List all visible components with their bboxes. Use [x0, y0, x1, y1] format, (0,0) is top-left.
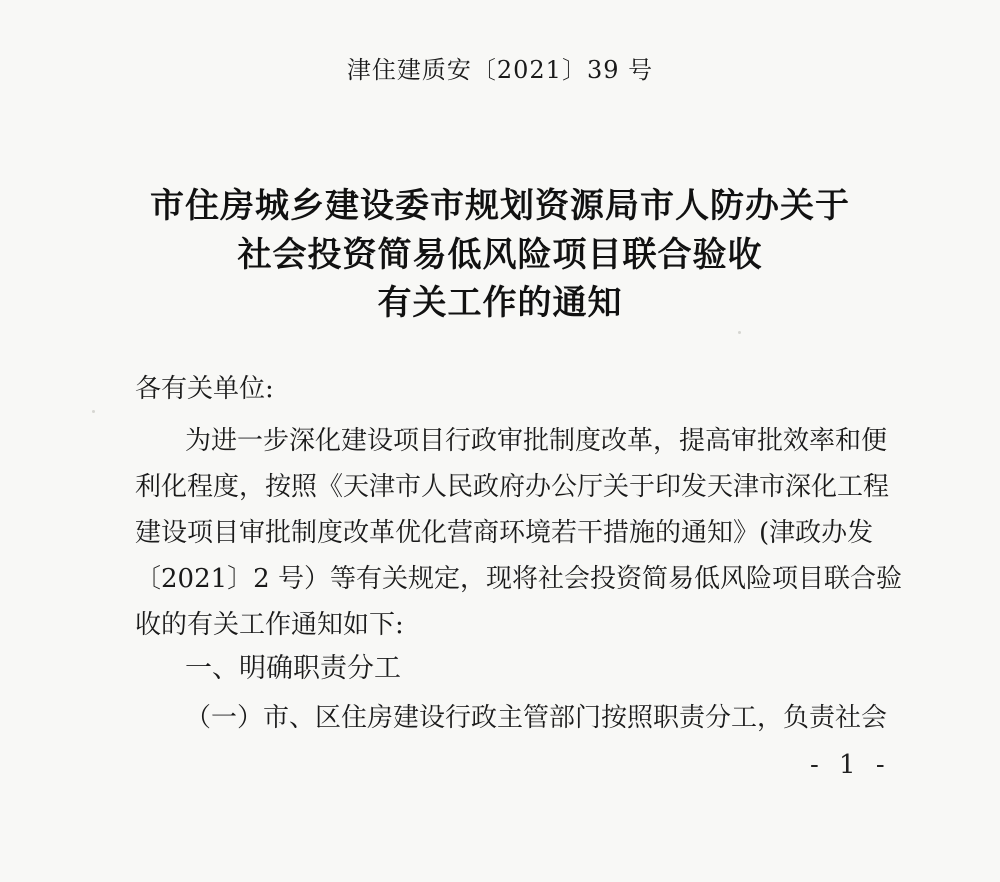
body-line-1: 为进一步深化建设项目行政审批制度改革，提高审批效率和便 — [185, 426, 888, 456]
scan-speck — [92, 410, 95, 413]
page-number: - 1 - — [810, 750, 891, 780]
body-line-3: 建设项目审批制度改革优化营商环境若干措施的通知》(津政办发 — [135, 518, 874, 548]
title-line-2: 社会投资简易低风险项目联合验收 — [237, 235, 763, 275]
body-line-4: 〔2021〕2 号）等有关规定，现将社会投资简易低风险项目联合验 — [135, 564, 902, 594]
scan-speck — [738, 331, 741, 334]
title-line-3: 有关工作的通知 — [377, 283, 623, 323]
body-line-5: 收的有关工作通知如下: — [135, 610, 404, 640]
document-number: 津住建质安〔2021〕39 号 — [346, 56, 654, 84]
title-line-1: 市住房城乡建设委市规划资源局市人防办关于 — [150, 186, 850, 226]
salutation: 各有关单位: — [135, 374, 274, 404]
body-line-2: 利化程度，按照《天津市人民政府办公厅关于印发天津市深化工程 — [135, 472, 890, 502]
section-1-line-1: （一）市、区住房建设行政主管部门按照职责分工，负责社会 — [185, 703, 888, 733]
section-heading: 一、明确职责分工 — [185, 653, 401, 684]
